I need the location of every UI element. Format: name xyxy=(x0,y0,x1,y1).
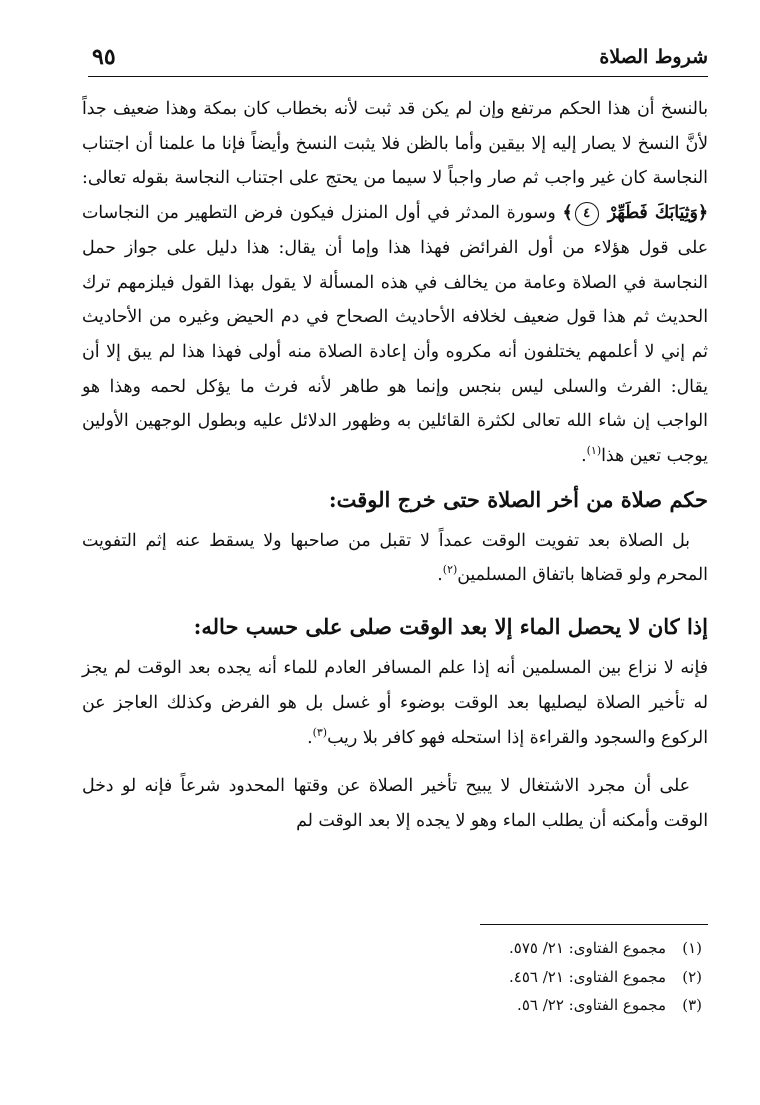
paragraph-4: على أن مجرد الاشتغال لا يبيح تأخير الصلاة عن وقتها المحدود شرعاً فإنه لو دخل الوقت وأمكنه أن يطلب الماء وهو لا يجده إلا بعد الوقت لم xyxy=(82,776,708,831)
paragraph-3-end: . xyxy=(307,727,313,748)
paragraph-3 xyxy=(82,651,708,755)
quran-verse: ﴿وَثِيَابَكَ فَطَهِّرْ xyxy=(607,203,708,224)
footnote-text: مجموع الفتاوى: ٢١/ ٥٧٥. xyxy=(509,939,666,957)
chapter-title: شروط الصلاة xyxy=(599,46,708,68)
footnote-number: (١) xyxy=(682,939,702,957)
footnote-text: مجموع الفتاوى: ٢١/ ٤٥٦. xyxy=(509,967,666,986)
running-header xyxy=(88,42,708,77)
footnote-ref-1: (١) xyxy=(586,444,602,458)
footnote-3 xyxy=(382,991,702,1020)
footnote-2 xyxy=(382,963,702,992)
footnote-separator xyxy=(480,924,708,925)
section-heading-1: حكم صلاة من أخر الصلاة حتى خرج الوقت: xyxy=(328,486,708,512)
page-number: ٩٥ xyxy=(92,44,116,70)
quran-quote xyxy=(562,203,708,223)
footnote-number: (٣) xyxy=(682,996,702,1014)
main-text xyxy=(82,92,708,839)
quran-close-bracket: ﴾ xyxy=(562,203,573,224)
paragraph-2-text: بل الصلاة بعد تفويت الوقت عمداً لا تقبل من صاحبها ولا يسقط عنه إثم التفويت المحرم ولو قضاها باتفاق المسلمين xyxy=(82,530,708,586)
ayah-number-mark: ٤ xyxy=(575,202,599,226)
section-heading-2: إذا كان لا يحصل الماء إلا بعد الوقت صلى على حسب حاله: xyxy=(193,614,708,640)
paragraph-2 xyxy=(82,524,708,593)
paragraph-3-text: فإنه لا نزاع بين المسلمين أنه إذا علم المسافر العادم للماء أنه يجده بعد الوقت لم يجز له تأخير الصلاة ليصليها بعد الوقت بوضوء أو غسل بل هو الفرض وكذلك العاجز عن الركوع والسجود والقراءة إذا استحله فهو كافر بلا ريب xyxy=(82,658,708,748)
footnote-ref-3: (٣) xyxy=(312,725,328,739)
footnotes xyxy=(382,934,702,1020)
paragraph-1-text-a: بالنسخ أن هذا الحكم مرتفع وإن لم يكن قد ثبت لأنه بخطاب كان بمكة وهذا ضعيف جداً لأنَّ النسخ لا يصار إليه إلا بيقين وأما بالظن فلا يثبت النسخ وأيضاً فإنا ما علمنا أن اجتناب النجاسة كان غير واجب ثم صار واجباً لا سيما من يحتج على اجتناب النجاسة بقوله تعالى: xyxy=(82,99,708,189)
paragraph-1-text-b: وسورة المدثر في أول المنزل فيكون فرض التطهير من النجاسات على قول هؤلاء من أول الفرائض فهذا هذا وإما أن يقال: هذا دليل على جواز حمل النجاسة في الصلاة وعامة من يخالف في هذه المسألة لا يقول بهذا القول فيلزمهم ترك الحديث ثم هذا قول ضعيف لخلافه الأحاديث الصحاح في دم الحيض وغيره من الأحاديث ثم إني لا أعلمهم يختلفون أنه مكروه وأن إعادة الصلاة منه أولى فهذا هذا لم يبق إلا أن يقال: الفرث والسلى ليس بنجس وإنما هو طاهر لأنه فرث ما يؤكل لحمه وهذا هو الواجب إن شاء الله تعالى لكثرة القائلين به وظهور الدلائل عليه وبطول الوجهين الأولين يوجب تعين هذا xyxy=(82,203,708,467)
paragraph-2-end: . xyxy=(437,565,443,586)
paragraph-1 xyxy=(82,92,708,474)
footnote-text: مجموع الفتاوى: ٢٢/ ٥٦. xyxy=(517,996,666,1014)
footnote-ref-2: (٢) xyxy=(442,563,458,577)
footnote-1 xyxy=(382,934,702,963)
paragraph-1-end: . xyxy=(581,446,587,467)
footnote-number: (٢) xyxy=(682,967,702,986)
